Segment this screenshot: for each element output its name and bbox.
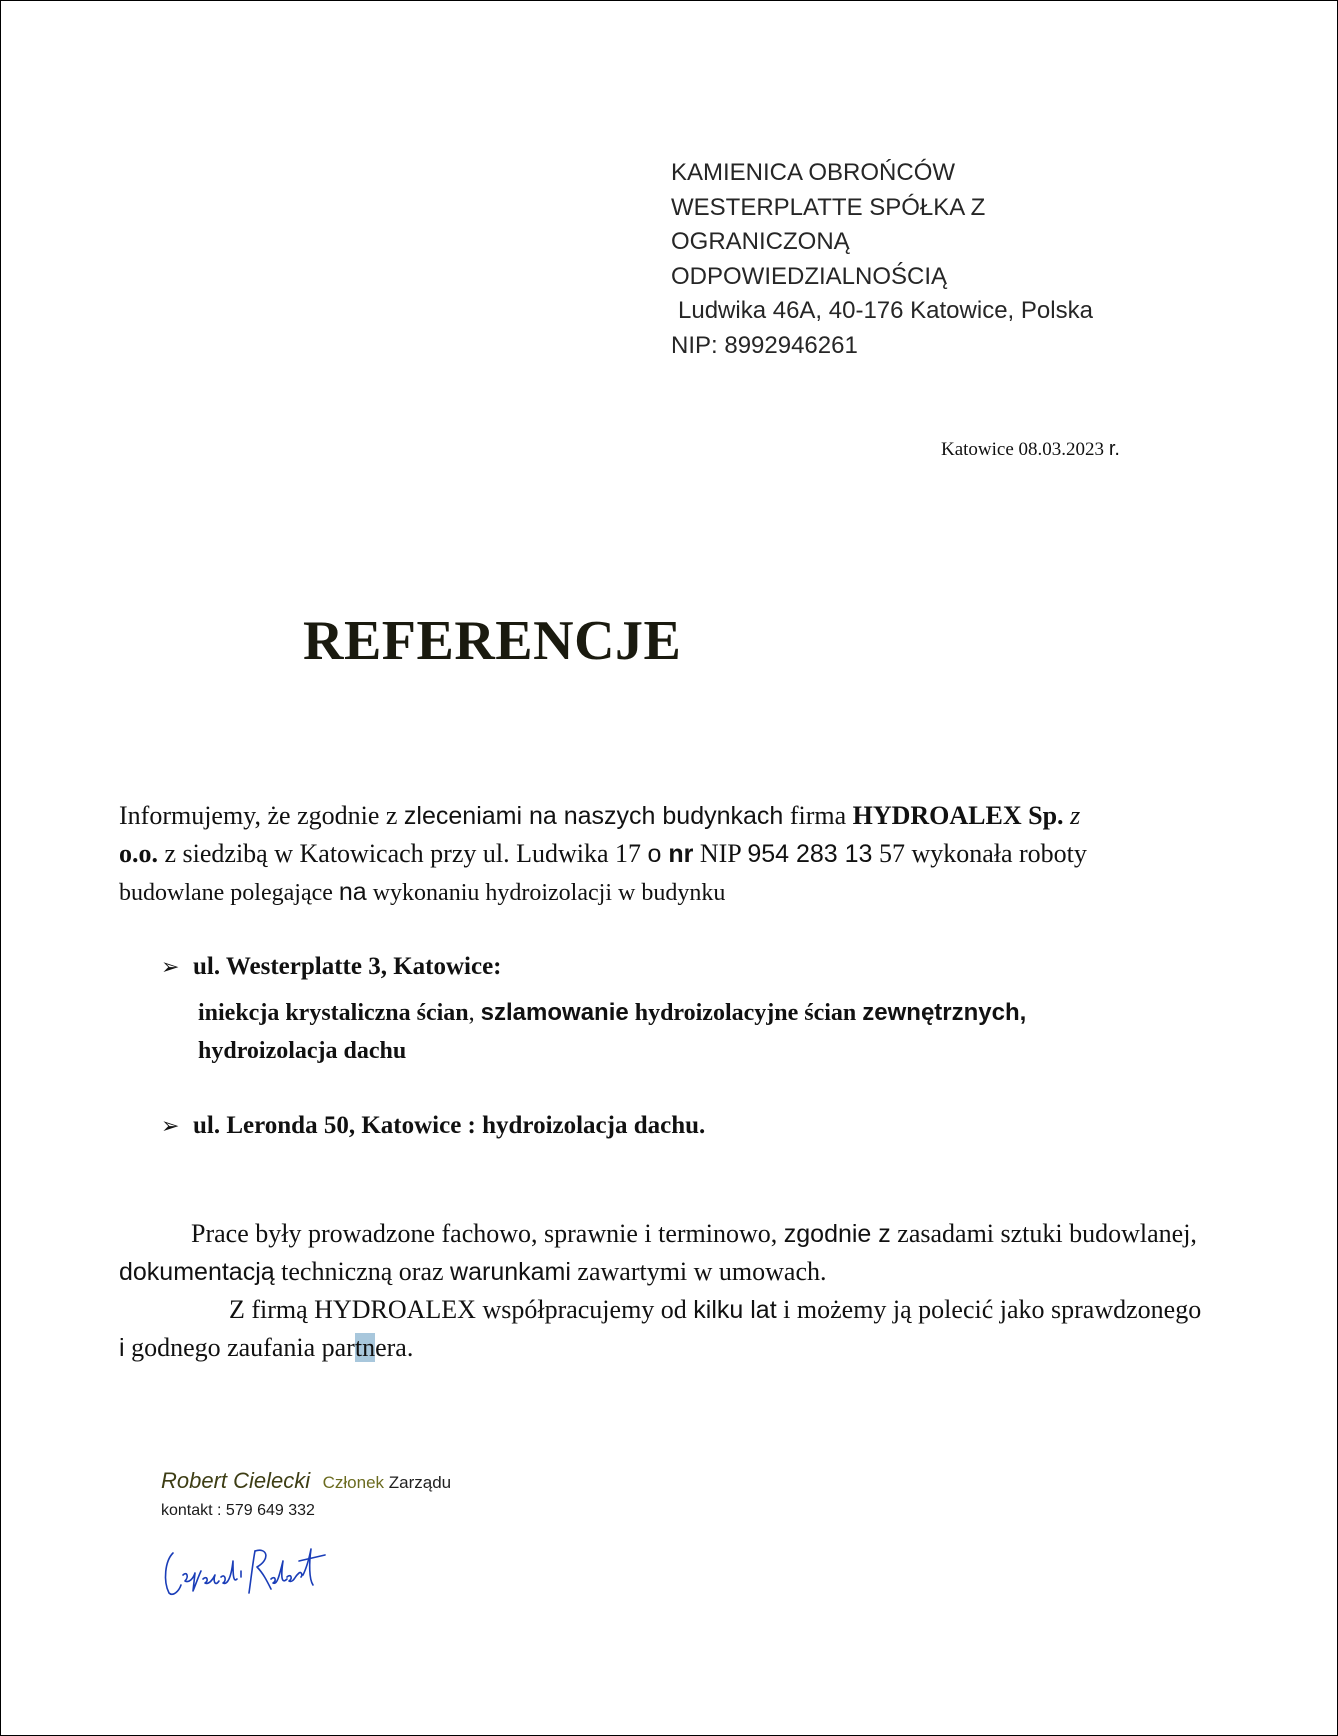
- closing-text: i: [119, 1334, 125, 1362]
- list-item: [161, 953, 502, 981]
- intro-text: wykonaniu hydroizolacji w budynku: [366, 880, 726, 906]
- signer-role: [323, 1473, 452, 1492]
- detail-text: iniekcja krystaliczna ścian: [198, 1000, 469, 1026]
- text-selection-highlight: tn: [354, 1333, 376, 1362]
- intro-text: 57 wykonała roboty: [872, 839, 1087, 868]
- closing-text: zgodnie z: [783, 1220, 891, 1248]
- signer-contact: kontakt : 579 649 332: [161, 1502, 315, 1519]
- list-item-details: [198, 994, 1248, 1070]
- document-date: [941, 438, 1120, 461]
- signer-block: [161, 1468, 451, 1494]
- signer-name: Robert Cielecki: [161, 1468, 311, 1493]
- intro-text: z siedzibą w Katowicach przy ul. Ludwika 17: [158, 839, 648, 868]
- signer-role-part: Członek: [322, 1473, 385, 1492]
- intro-text: budowlane polegające: [119, 880, 339, 906]
- closing-paragraph: [119, 1215, 1229, 1367]
- company-name-suffix: o.o.: [119, 839, 158, 868]
- closing-text: techniczną oraz: [274, 1257, 451, 1286]
- closing-text: i możemy ją polecić jako sprawdzonego: [776, 1295, 1202, 1324]
- intro-text: Informujemy, że zgodnie z: [119, 801, 404, 830]
- list-item: [161, 1112, 705, 1140]
- recipient-address: [671, 156, 1151, 363]
- detail-text: zewnętrznych,: [862, 999, 1027, 1026]
- recipient-line: KAMIENICA OBROŃCÓW: [671, 159, 956, 186]
- closing-text: era.: [375, 1333, 414, 1362]
- intro-text: na: [338, 878, 367, 906]
- company-name: HYDROALEX Sp.: [852, 801, 1064, 830]
- closing-text: warunkami: [450, 1258, 571, 1286]
- intro-text: zleceniami na naszych budynkach: [403, 802, 784, 830]
- signer-role-part: Zarządu: [384, 1473, 452, 1492]
- intro-text: nr: [668, 840, 694, 868]
- intro-text: o: [647, 840, 669, 868]
- list-item-heading: ul. Leronda 50, Katowice : hydroizolacja dachu.: [193, 1112, 706, 1139]
- closing-text: Z firmą HYDROALEX współpracujemy od: [229, 1295, 694, 1324]
- closing-text: zawartymi w umowach.: [570, 1257, 827, 1286]
- arrow-bullet-icon: ➢: [161, 955, 180, 980]
- date-text: Katowice 08.03.2023: [941, 439, 1105, 460]
- intro-text: firma: [783, 801, 853, 830]
- detail-text: hydroizolacja dachu: [198, 1038, 407, 1064]
- date-suffix: r.: [1108, 438, 1120, 460]
- intro-paragraph: [119, 797, 1229, 912]
- closing-text: Prace były prowadzone fachowo, sprawnie i terminowo,: [191, 1219, 784, 1248]
- nip-number: 954 283 13: [747, 840, 873, 868]
- intro-text: z: [1063, 801, 1081, 830]
- closing-text: dokumentacją: [119, 1258, 275, 1286]
- closing-text: kilku lat: [693, 1296, 777, 1324]
- document-title: REFERENCJE: [303, 610, 682, 672]
- recipient-street: Ludwika 46A, 40-176 Katowice, Polska: [678, 297, 1093, 324]
- handwritten-signature-icon: [159, 1531, 329, 1601]
- recipient-line: WESTERPLATTE SPÓŁKA Z: [671, 193, 986, 221]
- detail-text: ,: [468, 1000, 481, 1026]
- detail-text: szlamowanie: [480, 999, 629, 1026]
- intro-text: NIP: [693, 839, 748, 868]
- detail-text: hydroizolacyjne ścian: [628, 1000, 863, 1026]
- closing-text: godnego zaufania par: [124, 1333, 355, 1362]
- recipient-line: OGRANICZONĄ: [671, 228, 850, 255]
- recipient-line: ODPOWIEDZIALNOŚCIĄ: [671, 262, 948, 290]
- recipient-nip: NIP: 8992946261: [671, 331, 858, 359]
- arrow-bullet-icon: ➢: [161, 1114, 180, 1139]
- list-item-heading: ul. Westerplatte 3, Katowice:: [193, 953, 502, 980]
- closing-text: zasadami sztuki budowlanej,: [890, 1219, 1197, 1248]
